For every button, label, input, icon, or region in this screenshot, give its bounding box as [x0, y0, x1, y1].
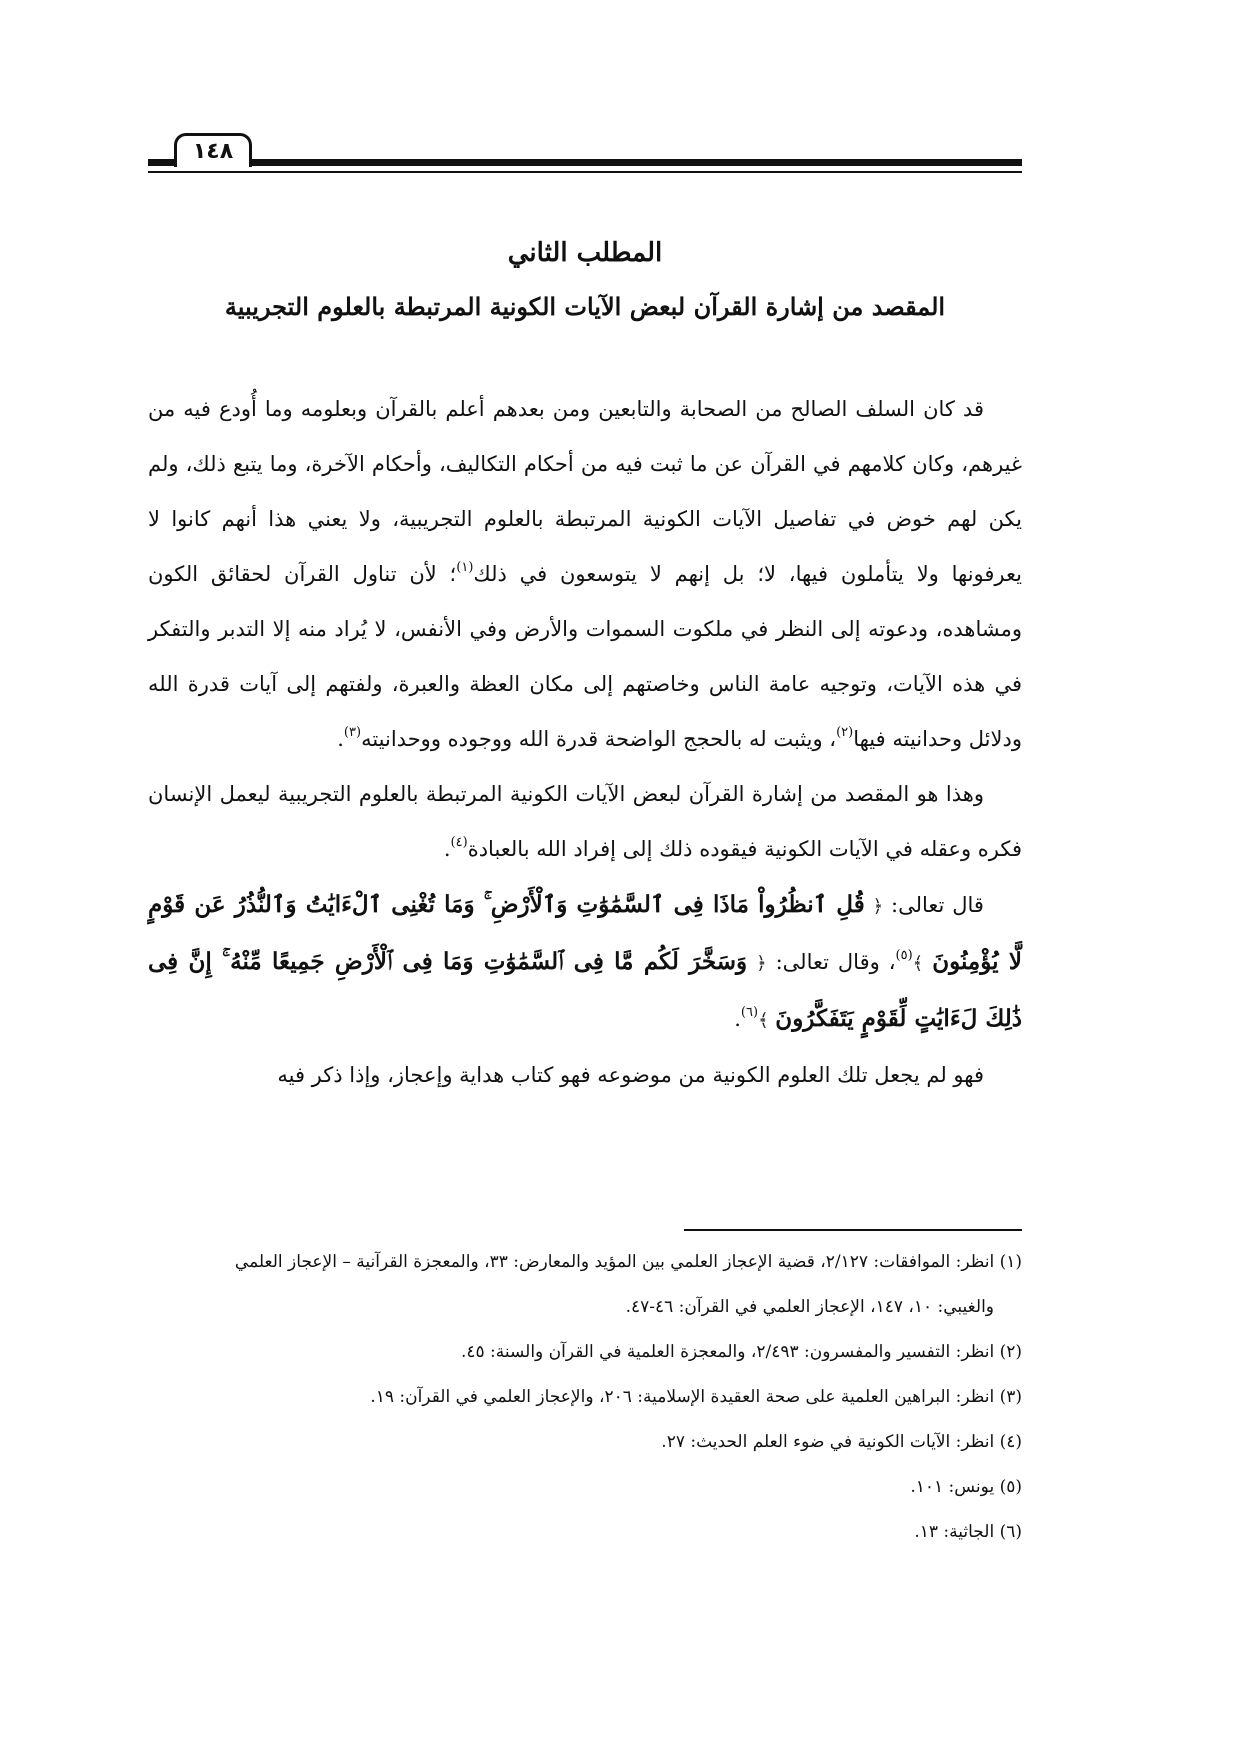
footnote-1-cont: والغيبي: ١٠، ١٤٧، الإعجاز العلمي في القرآن: ٤٦-٤٧. [625, 1297, 994, 1317]
header-rule-thick [148, 159, 1022, 166]
footnote-1: (١) انظر: الموافقات: ٢/١٢٧، قضية الإعجاز العلمي بين المؤيد والمعارض: ٣٣، والمعجزة القرآنية – الإعجاز العلمي [234, 1252, 1022, 1272]
paragraph-1 [148, 382, 1022, 767]
ornate-bracket-close-icon: ﴾ [912, 953, 924, 974]
p1-text-a: قد كان السلف الصالح من الصحابة والتابعين ومن بعدهم أعلم بالقرآن وبعلومه وما أُودع فيه من غيرهم، وكان كلامهم في القرآن عن ما ثبت فيه من أحكام التكاليف، وأحكام الآخرة، وما يتبع ذلك، ولم يكن لهم خوض في تفاصيل الآيات الكونية المرتبطة بالعلوم التجريبية، ولا يعني هذا أنهم كانوا لا يعرفونها ولا يتأملون فيها، لا؛ بل إنهم لا يتوسعون في ذلك [148, 397, 1022, 586]
footnotes [148, 1240, 1022, 1555]
paragraph-4 [148, 1048, 1022, 1103]
footnote-3: (٣) انظر: البراهين العلمية على صحة العقيدة الإسلامية: ٢٠٦، والإعجاز العلمي في القرآن: ١٩. [370, 1387, 1022, 1407]
p1-end: . [337, 727, 344, 751]
ornate-bracket-open-icon: ﴿ [756, 953, 767, 974]
header-rule-thin [148, 171, 1022, 173]
footnote-separator [684, 1229, 1022, 1231]
p3-end: . [734, 1007, 741, 1031]
footnote-ref-5[interactable]: (٥) [895, 948, 913, 963]
p3-intro: قال تعالى: [891, 893, 984, 917]
quran-verse-1: قُلِ ٱنظُرُواْ مَاذَا فِى ٱلسَّمَٰوَٰتِ وَٱلْأَرْضِ ۚ وَمَا تُغْنِى ٱلْءَايَٰتُ وَٱلنُّذُرُ عَن قَوْمٍ لَّا يُؤْمِنُونَ [148, 891, 1022, 975]
page-number: ١٤٨ [174, 133, 252, 167]
footnote-ref-1[interactable]: (١) [456, 560, 474, 575]
footnote-2: (٢) انظر: التفسير والمفسرون: ٢/٤٩٣، والمعجزة العلمية في القرآن والسنة: ٤٥. [460, 1342, 1022, 1362]
footnote-ref-2[interactable]: (٢) [836, 725, 854, 740]
p1-text-b: ؛ لأن تناول القرآن لحقائق الكون ومشاهده، ودعوته إلى النظر في ملكوت السموات والأرض وفي الأنفس، لا يُراد منه إلا التدبر والتفكر في هذه الآيات، وتوجيه عامة الناس وخاصتهم إلى مكان العظة والعبرة، ولفتهم إلى آيات قدرة الله ودلائل وحدانيته فيها [148, 562, 1022, 751]
paragraph-2 [148, 767, 1022, 877]
p2-end: . [443, 837, 451, 861]
footnote-5: (٥) يونس: ١٠١. [910, 1477, 1022, 1497]
section-title: المطلب الثاني [507, 238, 663, 268]
p1-text-c: ، ويثبت له بالحجج الواضحة قدرة الله ووجوده ووحدانيته [361, 727, 837, 751]
footnote-4: (٤) انظر: الآيات الكونية في ضوء العلم الحديث: ٢٧. [661, 1432, 1022, 1452]
ornate-bracket-open-icon: ﴿ [872, 896, 884, 917]
ornate-bracket-close-icon: ﴾ [758, 1010, 769, 1031]
main-content [148, 200, 1022, 1103]
quran-verse-2: وَسَخَّرَ لَكُم مَّا فِى ٱلسَّمَٰوَٰتِ وَمَا فِى ٱلْأَرْضِ جَمِيعًا مِّنْهُ ۚ إِنَّ فِى ذَٰلِكَ لَءَايَٰتٍ لِّقَوْمٍ يَتَفَكَّرُونَ [148, 948, 1022, 1032]
body-text [148, 382, 1022, 1103]
p4-text: فهو لم يجعل تلك العلوم الكونية من موضوعه فهو كتاب هداية وإعجاز، وإذا ذكر فيه [277, 1063, 984, 1087]
page-header [0, 0, 1240, 175]
section-subtitle: المقصد من إشارة القرآن لبعض الآيات الكونية المرتبطة بالعلوم التجريبية [224, 292, 946, 321]
p3-mid: ، وقال تعالى: [775, 950, 896, 974]
footnote-ref-6[interactable]: (٦) [740, 1005, 759, 1020]
paragraph-3 [148, 877, 1022, 1048]
footnote-ref-4[interactable]: (٤) [450, 835, 468, 850]
footnote-6: (٦) الجاثية: ١٣. [914, 1522, 1022, 1542]
footnote-ref-3[interactable]: (٣) [343, 725, 362, 740]
p2-text: وهذا هو المقصد من إشارة القرآن لبعض الآيات الكونية المرتبطة بالعلوم التجريبية ليعمل الإنسان فكره وعقله في الآيات الكونية فيقوده ذلك إلى إفراد الله بالعبادة [148, 782, 1022, 861]
